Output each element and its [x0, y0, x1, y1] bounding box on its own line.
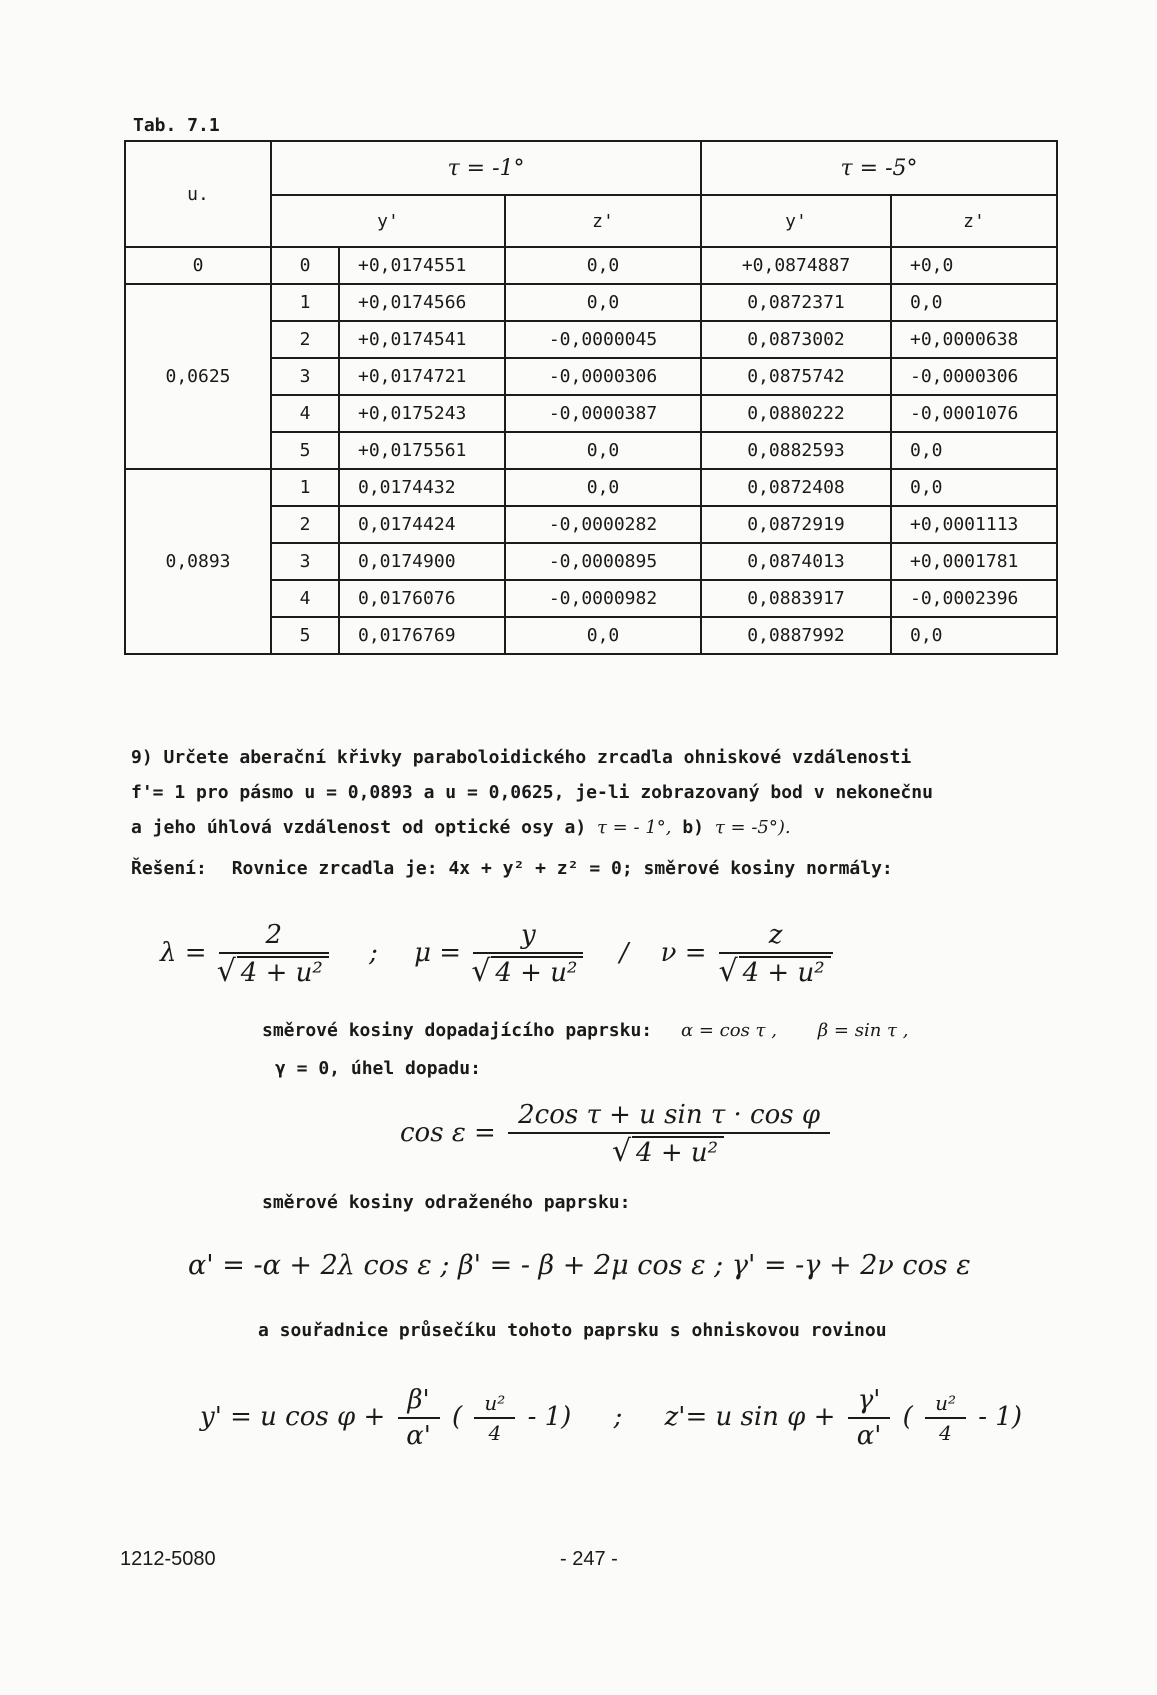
- z-prime-tau5: +0,0000638: [891, 321, 1057, 358]
- y-prime-tau5: +0,0874887: [701, 247, 891, 284]
- z-ratio: [848, 1385, 891, 1451]
- y-prime-header-5: y': [701, 195, 891, 247]
- y-prime-tau1: 0,0174900: [339, 543, 505, 580]
- z-open-paren: (: [902, 1402, 913, 1432]
- z-prime-header-1: z': [505, 195, 701, 247]
- incident-cosines-line: [262, 1020, 908, 1041]
- lambda-numerator: 2: [219, 920, 329, 954]
- reflected-cosines-formula: α' = -α + 2λ cos ε ; β' = - β + 2μ cos ε ; γ' = -γ + 2ν cos ε: [188, 1250, 971, 1281]
- table-row: [125, 284, 1057, 321]
- z-prime-tau1: -0,0000387: [505, 395, 701, 432]
- u-value: 0,0893: [125, 469, 271, 654]
- tau-minus-5-header: τ = -5°: [701, 141, 1057, 195]
- y-prime-tau1: +0,0174551: [339, 247, 505, 284]
- y-prime-tau5: 0,0887992: [701, 617, 891, 654]
- z-prime-tau1: 0,0: [505, 469, 701, 506]
- alpha-eq: α = cos τ ,: [680, 1020, 777, 1041]
- z-u2-frac: [925, 1391, 966, 1445]
- problem-line-1: 9) Určete aberační křivky paraboloidického zrcadla ohniskové vzdálenosti: [131, 747, 912, 768]
- cos-epsilon-fraction: [508, 1100, 830, 1168]
- table-label: Tab. 7.1: [133, 115, 220, 136]
- y-prime-tau1: +0,0175561: [339, 432, 505, 469]
- y-lhs: y' = u cos φ +: [200, 1402, 386, 1432]
- y-prime-tau5: 0,0880222: [701, 395, 891, 432]
- z-prime-tau1: 0,0: [505, 247, 701, 284]
- u-column-header: u.: [125, 141, 271, 247]
- y-prime-tau1: +0,0175243: [339, 395, 505, 432]
- nu-numerator: z: [719, 920, 833, 954]
- y-prime-tau1: 0,0176076: [339, 580, 505, 617]
- reflected-label: směrové kosiny odraženého paprsku:: [262, 1192, 631, 1213]
- z-prime-tau5: -0,0002396: [891, 580, 1057, 617]
- y-prime-tau5: 0,0875742: [701, 358, 891, 395]
- z-prime-tau1: -0,0000045: [505, 321, 701, 358]
- beta-eq: β = sin τ ,: [817, 1020, 909, 1041]
- intersection-formula: [200, 1385, 1022, 1451]
- y-ratio: [398, 1385, 440, 1451]
- z-prime-tau1: 0,0: [505, 284, 701, 321]
- lambda-fraction: [219, 920, 329, 988]
- row-index: 4: [271, 580, 339, 617]
- incident-label: směrové kosiny dopadajícího paprsku:: [262, 1020, 653, 1041]
- row-index: 1: [271, 284, 339, 321]
- z-prime-tau5: -0,0000306: [891, 358, 1057, 395]
- intersection-label: a souřadnice průsečíku tohoto paprsku s ohniskovou rovinou: [258, 1320, 887, 1341]
- separator-2: /: [619, 938, 629, 968]
- z-u2-num: u²: [925, 1391, 966, 1419]
- cos-epsilon-lhs: cos ε =: [400, 1118, 496, 1148]
- table-row: [125, 469, 1057, 506]
- page-number: - 247 -: [560, 1548, 618, 1570]
- z-prime-tau5: +0,0001113: [891, 506, 1057, 543]
- problem-line-2: f'= 1 pro pásmo u = 0,0893 a u = 0,0625, je-li zobrazovaný bod v nekonečnu: [131, 782, 933, 803]
- y-prime-tau5: 0,0872371: [701, 284, 891, 321]
- z-prime-tau1: -0,0000895: [505, 543, 701, 580]
- document-code: 1212-5080: [120, 1548, 216, 1570]
- y-prime-tau5: 0,0872408: [701, 469, 891, 506]
- y-prime-tau5: 0,0874013: [701, 543, 891, 580]
- y-prime-tau1: +0,0174566: [339, 284, 505, 321]
- z-prime-tau5: 0,0: [891, 432, 1057, 469]
- cos-epsilon-numerator: 2cos τ + u sin τ · cos φ: [508, 1100, 830, 1134]
- tau-minus-1-header: τ = -1°: [271, 141, 701, 195]
- z-ratio-num: γ': [848, 1385, 891, 1419]
- aberration-table: [124, 140, 1058, 655]
- z-prime-tau1: 0,0: [505, 432, 701, 469]
- problem-line-3: [131, 810, 1091, 845]
- problem-line-3a: a jeho úhlová vzdálenost od optické osy a): [131, 817, 587, 838]
- y-prime-tau1: +0,0174721: [339, 358, 505, 395]
- row-index: 5: [271, 432, 339, 469]
- z-prime-tau5: 0,0: [891, 284, 1057, 321]
- nu-denominator: √ 4 + u²: [739, 956, 831, 988]
- mu-fraction: [473, 920, 583, 988]
- y-ratio-den: α': [406, 1421, 431, 1451]
- cos-epsilon-denominator: √ 4 + u²: [632, 1136, 724, 1168]
- nu-lhs: ν =: [660, 938, 707, 968]
- row-index: 5: [271, 617, 339, 654]
- z-u2-den: 4: [939, 1421, 952, 1445]
- y-u2-frac: [474, 1391, 515, 1445]
- nu-fraction: [719, 920, 833, 988]
- z-prime-header-5: z': [891, 195, 1057, 247]
- problem-line-3c: b): [682, 817, 704, 838]
- row-index: 4: [271, 395, 339, 432]
- u-value: 0,0625: [125, 284, 271, 469]
- z-prime-tau5: -0,0001076: [891, 395, 1057, 432]
- y-open-paren: (: [451, 1402, 463, 1432]
- gamma-line: γ = 0, úhel dopadu:: [275, 1058, 481, 1079]
- z-prime-tau1: 0,0: [505, 617, 701, 654]
- y-u2-den: 4: [488, 1421, 502, 1445]
- solution-label: Řešení:: [131, 858, 207, 879]
- problem-tau-b: τ = -5°).: [714, 817, 791, 838]
- z-prime-tau1: -0,0000982: [505, 580, 701, 617]
- problem-tau-a: τ = - 1°,: [597, 817, 672, 838]
- y-prime-tau1: +0,0174541: [339, 321, 505, 358]
- z-tail: - 1): [978, 1402, 1022, 1432]
- y-prime-tau1: 0,0174432: [339, 469, 505, 506]
- u-value: 0: [125, 247, 271, 284]
- separator: ;: [369, 938, 378, 968]
- lambda-lhs: λ =: [160, 938, 207, 968]
- table-body: [125, 247, 1057, 654]
- table-row: [125, 247, 1057, 284]
- z-prime-tau5: 0,0: [891, 617, 1057, 654]
- y-prime-tau5: 0,0872919: [701, 506, 891, 543]
- row-index: 1: [271, 469, 339, 506]
- row-index: 2: [271, 321, 339, 358]
- normal-cosines-formula: [160, 920, 837, 988]
- y-prime-tau5: 0,0873002: [701, 321, 891, 358]
- mu-numerator: y: [473, 920, 583, 954]
- y-z-separator: ;: [613, 1402, 623, 1432]
- z-prime-tau5: +0,0001781: [891, 543, 1057, 580]
- cos-epsilon-formula: [400, 1100, 834, 1168]
- y-prime-header-1: y': [271, 195, 505, 247]
- mu-denominator: √ 4 + u²: [491, 956, 583, 988]
- z-prime-tau5: +0,0: [891, 247, 1057, 284]
- y-ratio-num: β': [398, 1385, 440, 1419]
- z-prime-tau1: -0,0000306: [505, 358, 701, 395]
- problem-line-4: [131, 851, 1091, 886]
- row-index: 3: [271, 358, 339, 395]
- y-prime-tau5: 0,0883917: [701, 580, 891, 617]
- mu-lhs: μ =: [414, 938, 462, 968]
- row-index: 2: [271, 506, 339, 543]
- problem-text: [131, 740, 1091, 886]
- z-prime-tau5: 0,0: [891, 469, 1057, 506]
- row-index: 3: [271, 543, 339, 580]
- y-tail: - 1): [527, 1402, 572, 1432]
- z-lhs: z'= u sin φ +: [664, 1402, 836, 1432]
- y-u2-num: u²: [474, 1391, 515, 1419]
- y-prime-tau1: 0,0176769: [339, 617, 505, 654]
- row-index: 0: [271, 247, 339, 284]
- lambda-denominator: √ 4 + u²: [237, 956, 329, 988]
- z-ratio-den: α': [856, 1421, 882, 1451]
- z-prime-tau1: -0,0000282: [505, 506, 701, 543]
- y-prime-tau1: 0,0174424: [339, 506, 505, 543]
- y-prime-tau5: 0,0882593: [701, 432, 891, 469]
- mirror-equation: Rovnice zrcadla je: 4x + y² + z² = 0; směrové kosiny normály:: [231, 858, 893, 879]
